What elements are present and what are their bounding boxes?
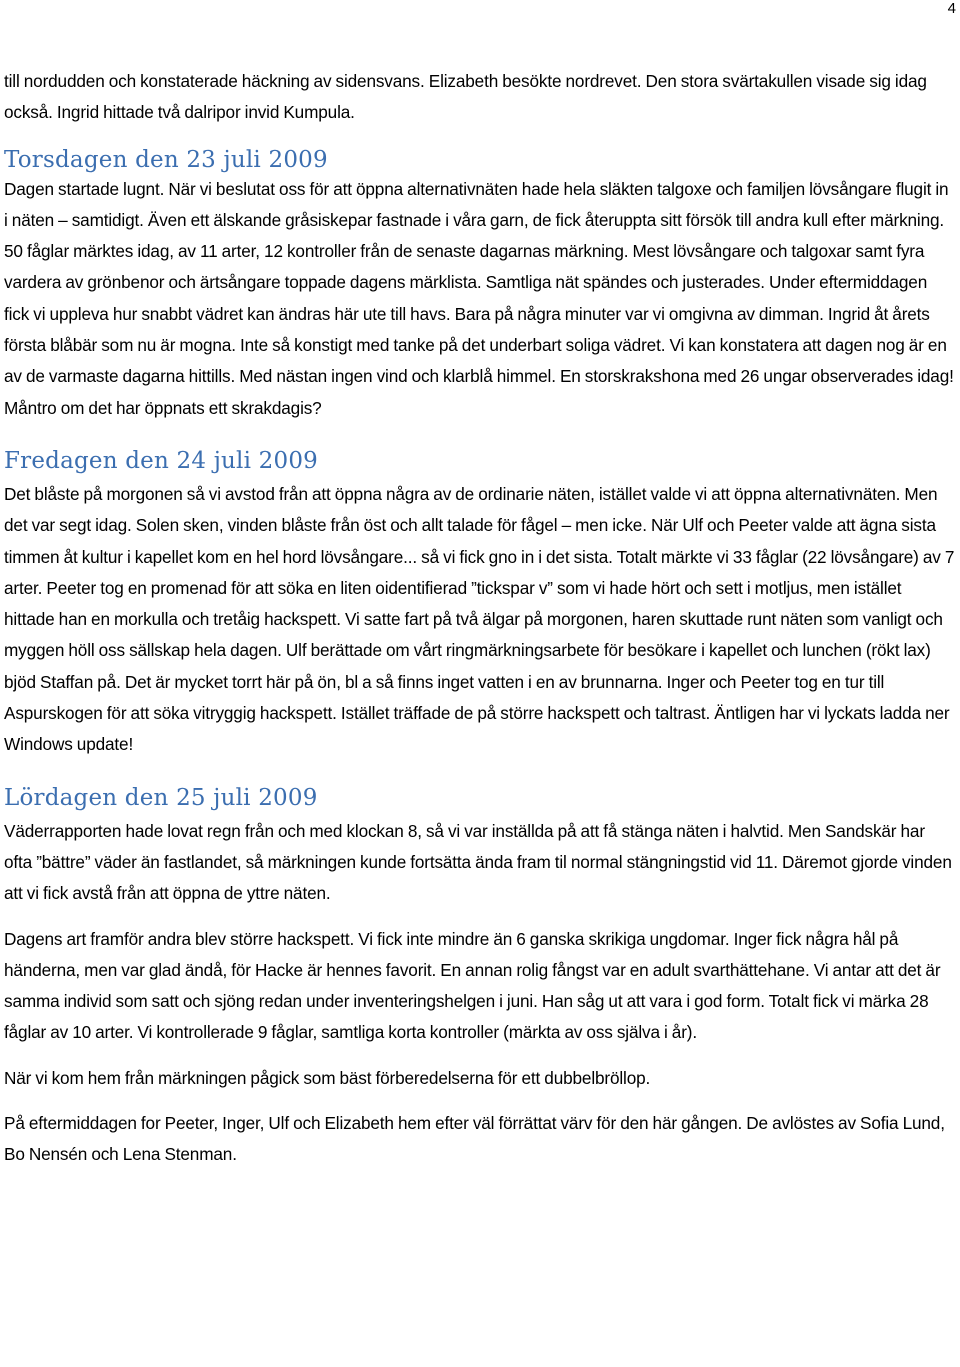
heading-torsdagen: Torsdagen den 23 juli 2009	[4, 146, 328, 173]
document-body	[4, 66, 956, 1171]
paragraph-torsdagen: Dagen startade lugnt. När vi beslutat oss för att öppna alternativnäten hade hela släkten talgoxe och familjen lövsångare flugit in i näten – samtidigt. Även ett älskande gråsiskepar fastnade i våra garn, de fick återuppta sitt försök till andra kull efter märkning. 50 fåglar märktes idag, av 11 arter, 12 kontroller från de senaste dagarnas märkning. Mest lövsångare och talgoxar samt fyra vardera av grönbenor och ärtsångare toppade dagens märklista. Samtliga nät spändes och justerades. Under eftermiddagen fick vi uppleva hur snabbt vädret kan ändras här ute till havs. Bara på några minuter var vi omgivna av dimman. Ingrid åt årets första blåbär som nu är mogna. Inte så konstigt med tanke på det underbart soliga vädret. Vi kan konstatera att dagen nog är en av de varmaste dagarna hittills. Med nästan ingen vind och klarblå himmel. En storskrakshona med 26 ungar observerades idag! Måntro om det har öppnats ett skrakdagis?	[4, 178, 954, 418]
paragraph-lordagen-weather: Väderrapporten hade lovat regn från och med klockan 8, så vi var inställda på att få stänga näten i halvtid. Men Sandskär har ofta ”bättre” väder än fastlandet, så märkningen kunde fortsätta ända fram til normal stängningstid vid 11. Däremot gjorde vinden att vi fick avstå från att öppna de yttre näten.	[4, 820, 952, 904]
intro-paragraph: till nordudden och konstaterade häckning av sidensvans. Elizabeth besökte nordrevet. Den stora svärtakullen visade sig idag också. Ingrid hittade två dalripor invid Kumpula.	[4, 71, 927, 123]
paragraph-lordagen-wedding: När vi kom hem från märkningen pågick som bäst förberedelserna för ett dubbelbröllop.	[4, 1067, 651, 1088]
page-number: 4	[947, 0, 956, 17]
paragraph-lordagen-species: Dagens art framför andra blev större hackspett. Vi fick inte mindre än 6 ganska skrikiga ungdomar. Inger fick några hål på händerna, men var glad ändå, för Hacke är hennes favorit. En annan rolig fångst var en adult svarthättehane. Vi antar att det är samma individ som satt och sjöng redan under inventeringshelgen i juni. Han såg ut att vara i god form. Totalt fick vi märka 28 fåglar av 10 arter. Vi kontrollerade 9 fåglar, samtliga korta kontroller (märkta av oss själva i år).	[4, 928, 941, 1043]
paragraph-fredagen: Det blåste på morgonen så vi avstod från att öppna några av de ordinarie näten, istället valde vi att öppna alternativnäten. Men det var segt idag. Solen sken, vinden blåste från öst och allt talade för fågel – men icke. När Ulf och Peeter valde att ägna sista timmen åt kultur i kapellet kom en hel hord lövsångare... så vi fick gno in i det sista. Totalt märkte vi 33 fåglar (22 lövsångare) av 7 arter. Peeter tog en promenad för att söka en liten oidentifierad ”tickspar v” som vi hade hört och sett i motljus, men istället hittade han en morkulla och tretåig hackspett. Vi satte fart på två älgar på morgonen, haren skuttade runt näten som vanligt och myggen höll oss sällskap hela dagen. Ulf berättade om vårt ringmärkningsarbete för besökare i kapellet och lunchen (rökt lax) bjöd Staffan på. Det är mycket torrt här på ön, bl a så finns inget vatten i en av brunnarna. Inger och Peeter tog en tur till Aspurskogen för att söka vitryggig hackspett. Istället träffade de på större hackspett och taltrast. Äntligen har vi lyckats ladda ner Windows update!	[4, 483, 955, 755]
paragraph-lordagen-afternoon: På eftermiddagen for Peeter, Inger, Ulf och Elizabeth hem efter väl förrättat värv för den här gången. De avlöstes av Sofia Lund, Bo Nensén och Lena Stenman.	[4, 1113, 945, 1165]
heading-lordagen: Lördagen den 25 juli 2009	[4, 784, 318, 811]
heading-fredagen: Fredagen den 24 juli 2009	[4, 447, 318, 474]
